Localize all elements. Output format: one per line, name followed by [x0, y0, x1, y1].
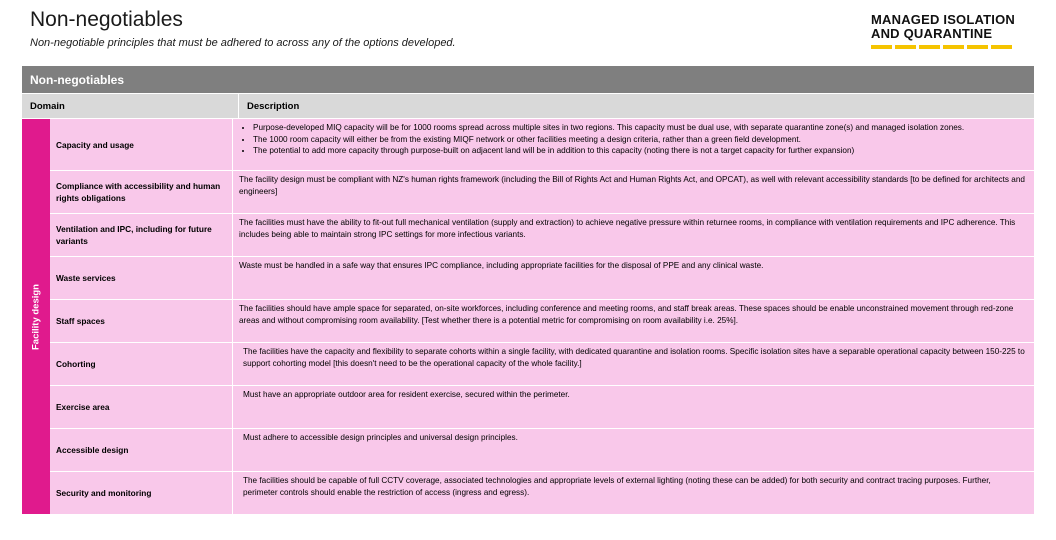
table-row — [50, 118, 1034, 170]
table-row — [50, 428, 1034, 471]
row-description — [232, 119, 1034, 170]
row-domain: Accessible design — [56, 445, 129, 455]
table-row — [50, 385, 1034, 428]
page-title: Non-negotiables — [30, 8, 183, 31]
row-description: The facilities must have the ability to fit-out full mechanical ventilation (supply and extraction) to achieve negative pressure within returnee rooms, in compliance with ventilation requirements and IPC adherence. This includes being able to maintain strong IPC settings for more infectious variants. — [232, 214, 1034, 256]
row-description: The facility design must be compliant with NZ's human rights framework (including the Bill of Rights Act and Human Rights Act, and OPCAT), as well with relevant accessibility standards [to be defined for architects and engineers] — [232, 171, 1034, 213]
table-body — [22, 118, 1034, 514]
logo-line-1: MANAGED ISOLATION — [871, 12, 1015, 27]
table-title: Non-negotiables — [22, 66, 1034, 93]
row-description: The facilities have the capacity and flexibility to separate cohorts within a single facility, with dedicated quarantine and isolation rooms. Specific isolation sites have a separable operational capacity between 150-225 to support cohorting model [this doesn't need to be the operational capacity of the whole facility.] — [232, 343, 1034, 385]
row-description: The facilities should have ample space for separated, on-site workforces, including conference and meeting rooms, and staff break areas. These spaces should be enable unconstrained movement through red-zone areas and without compromising room availability. [Test whether there is a potential metric for compromising on room availability i.e. 25%]. — [232, 300, 1034, 342]
row-domain: Capacity and usage — [56, 139, 134, 150]
row-description: The facilities should be capable of full CCTV coverage, associated technologies and appropriate levels of external lighting (noting these can be added) for both security and contract tracing purposes. Further, perimeter controls should enable the restriction of access (ingress and egress). — [232, 472, 1034, 514]
table-row — [50, 471, 1034, 514]
row-domain: Waste services — [56, 273, 116, 283]
table-row — [50, 342, 1034, 385]
table-row — [50, 299, 1034, 342]
group-facility-design — [22, 118, 50, 514]
description-bullet: • The potential to add more capacity through purpose-built on adjacent land will be in addition to this capacity (noting there is not a target capacity for further expansion) — [253, 145, 1026, 157]
row-domain: Ventilation and IPC, including for future variants — [56, 224, 212, 246]
column-header-domain: Domain — [30, 100, 65, 112]
group-label: Facility design — [30, 283, 42, 350]
miq-logo — [871, 13, 1031, 49]
page-subtitle: Non-negotiable principles that must be adhered to across any of the options developed. — [30, 37, 456, 49]
table-row — [50, 170, 1034, 213]
row-description: Waste must be handled in a safe way that ensures IPC compliance, including appropriate facilities for the disposal of PPE and any clinical waste. — [232, 257, 1034, 299]
description-bullet: • The 1000 room capacity will either be from the existing MIQF network or other facilities meeting a design criteria, rather than a green field development. — [253, 134, 1026, 146]
table-row — [50, 256, 1034, 299]
row-domain: Compliance with accessibility and human rights obligations — [56, 181, 221, 203]
column-headers — [22, 93, 1034, 118]
table-rows — [50, 118, 1034, 514]
logo-line-2: AND QUARANTINE — [871, 26, 993, 41]
row-domain: Security and monitoring — [56, 488, 152, 498]
row-domain: Exercise area — [56, 402, 110, 412]
row-description: Must have an appropriate outdoor area for resident exercise, secured within the perimeter. — [232, 386, 1034, 428]
column-header-description: Description — [238, 94, 1034, 118]
non-negotiables-table — [22, 66, 1034, 514]
table-row — [50, 213, 1034, 256]
logo-accent-bars — [871, 45, 1031, 49]
row-domain: Staff spaces — [56, 316, 105, 326]
row-description: Must adhere to accessible design principles and universal design principles. — [232, 429, 1034, 471]
row-domain: Cohorting — [56, 359, 96, 369]
description-bullet: • Purpose-developed MIQ capacity will be for 1000 rooms spread across multiple sites in two regions. This capacity must be dual use, with separate quarantine zone(s) and managed isolation zones. — [253, 122, 1026, 134]
